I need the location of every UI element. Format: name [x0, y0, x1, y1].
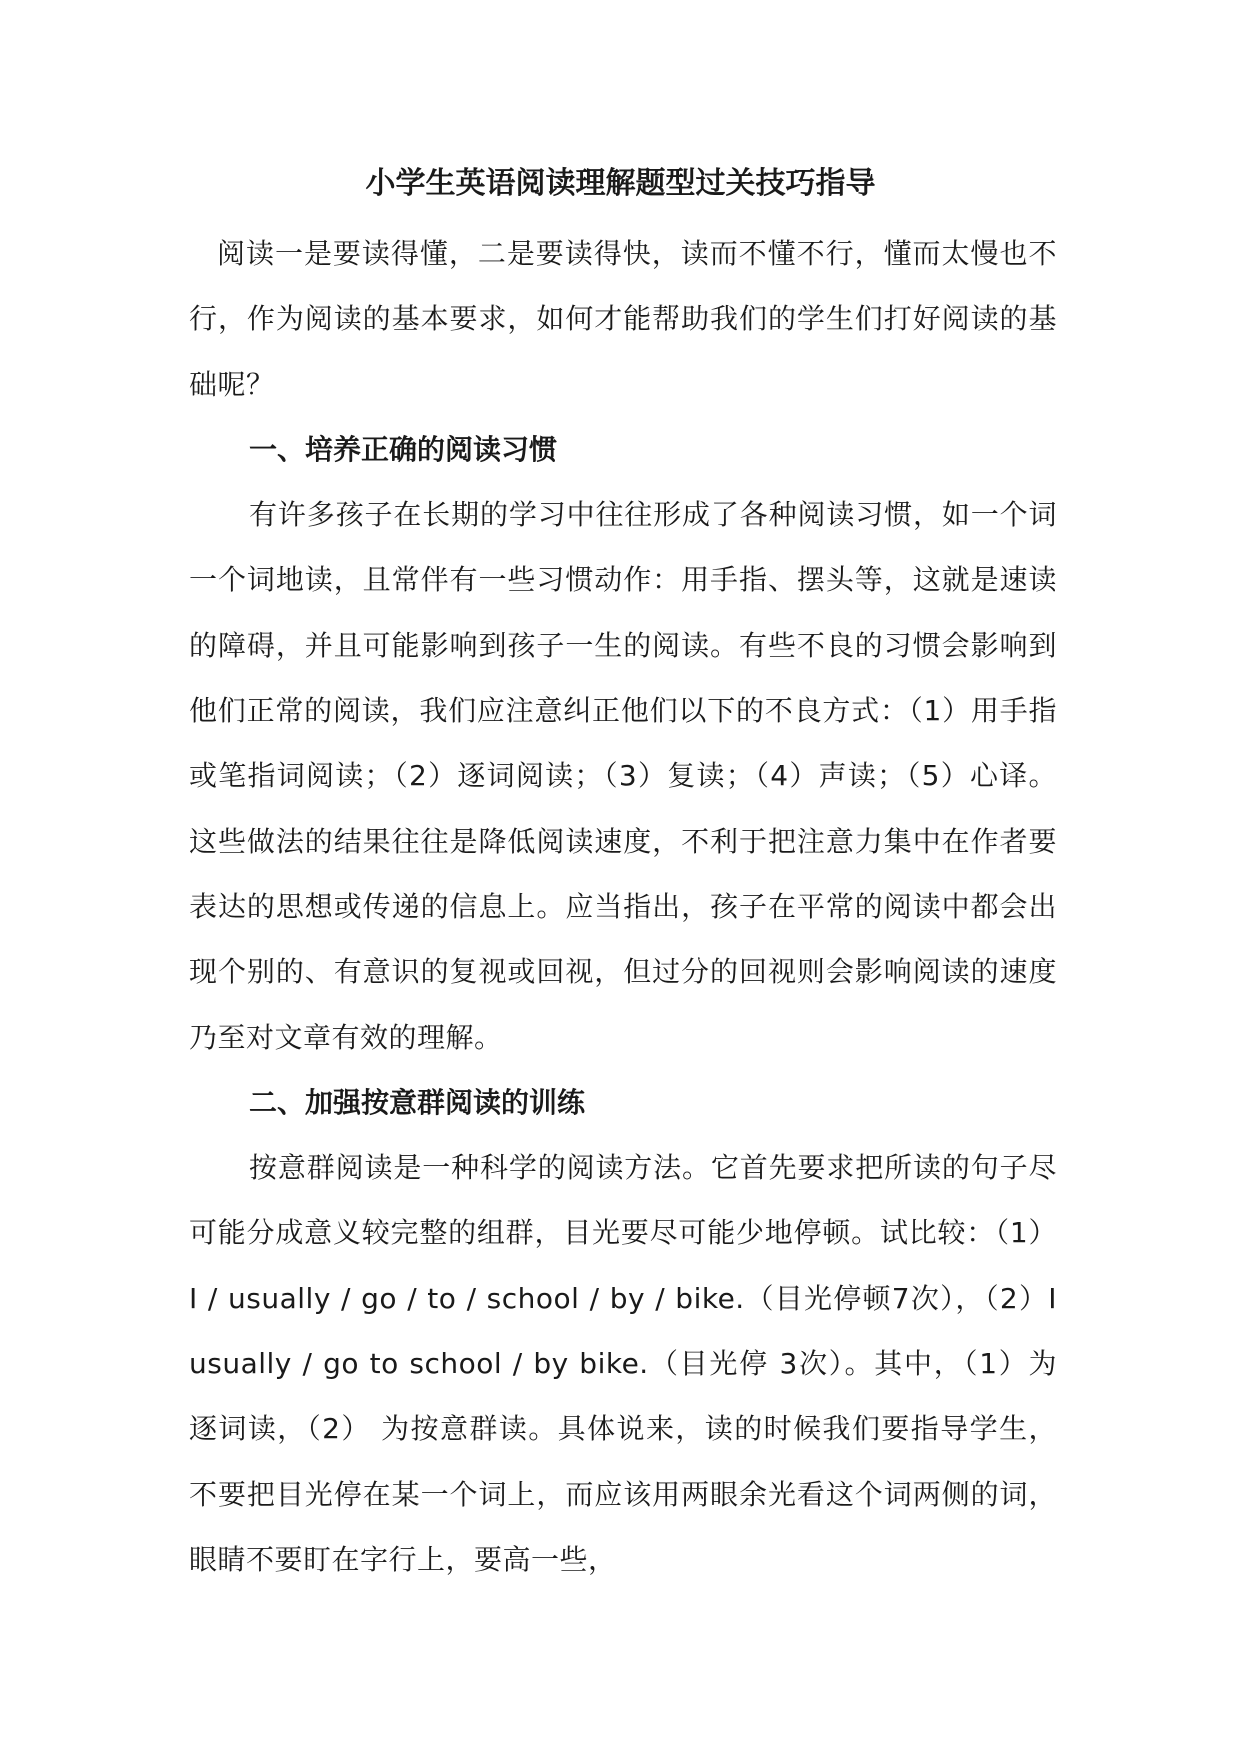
- section-heading-2: 二、加强按意群阅读的训练: [249, 1085, 586, 1119]
- section-paragraph-1: 有许多孩子在长期的学习中往往形成了各种阅读习惯，如一个词一个词地读，且常伴有一些习惯动作：用手指、摆头等，这就是速读的障碍，并且可能影响到孩子一生的阅读。有些不良的习惯会影响到他们正常的阅读，我们应注意纠正他们以下的不良方式：（1）用手指或笔指词阅读；（2）逐词阅读；（3）复读；（4）声读；（5）心译。这些做法的结果往往是降低阅读速度，不利于把注意力集中在作者要表达的思想或传递的信息上。应当指出，孩子在平常的阅读中都会出现个别的、有意识的复视或回视，但过分的回视则会影响阅读的速度乃至对文章有效的理解。: [189, 498, 1057, 1054]
- section-heading-1: 一、培养正确的阅读习惯: [249, 432, 558, 466]
- document-title: 小学生英语阅读理解题型过关技巧指导: [365, 166, 876, 201]
- document-body: [189, 221, 1057, 1592]
- intro-paragraph: 阅读一是要读得懂，二是要读得快，读而不懂不行，懂而太慢也不行，作为阅读的基本要求，如何才能帮助我们的学生们打好阅读的基础呢？: [189, 237, 1057, 401]
- section-paragraph-2: 按意群阅读是一种科学的阅读方法。它首先要求把所读的句子尽可能分成意义较完整的组群，目光要尽可能少地停顿。试比较：（1）I / usually / go / to / school / by / bike.（目光停顿7次），（2）I usually / go to school / by bike.（目光停 3次）。其中，（1）为逐词读，（2） 为按意群读。具体说来，读的时候我们要指导学生，不要把目光停在某一个词上，而应该用两眼余光看这个词两侧的词，眼睛不要盯在字行上，要高一些，: [189, 1151, 1057, 1576]
